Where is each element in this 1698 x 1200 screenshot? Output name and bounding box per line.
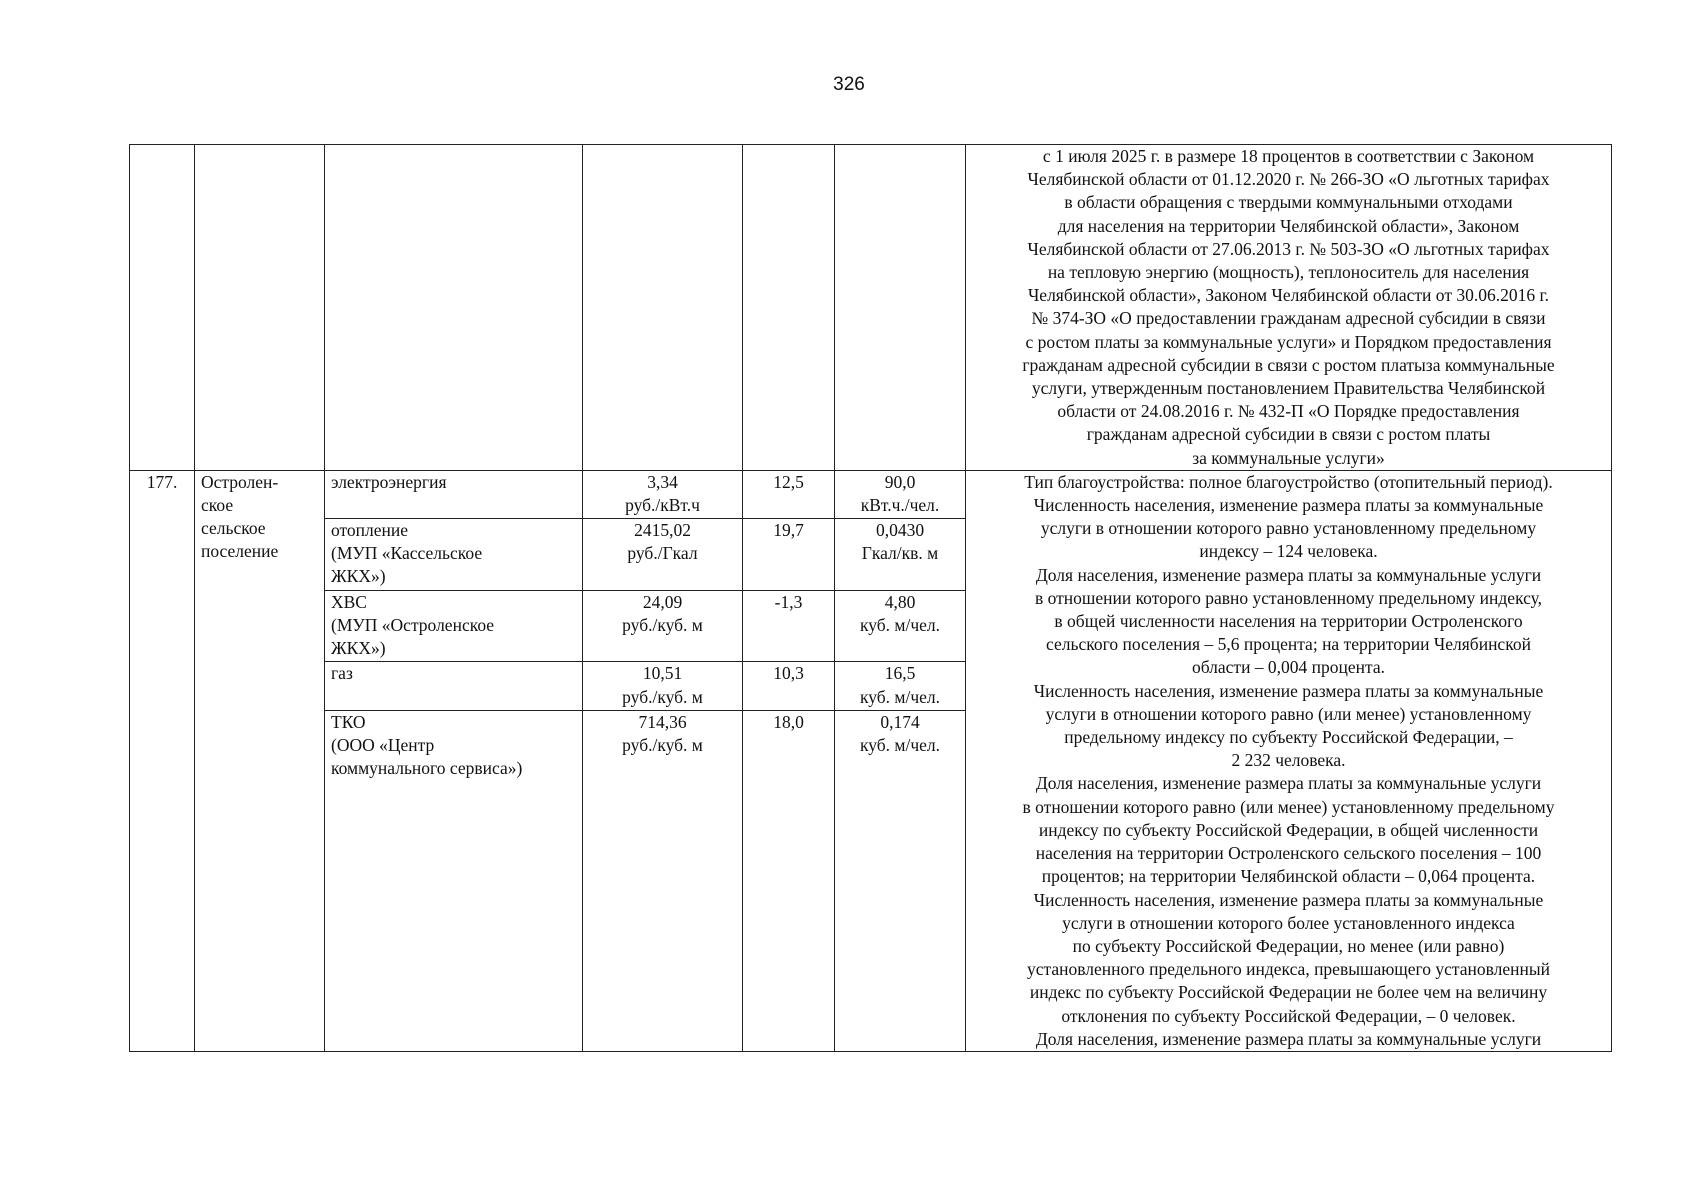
service-change: 12,5 <box>743 470 835 518</box>
service-norm: 0,174 куб. м/чел. <box>835 710 966 781</box>
service-norm: 4,80 куб. м/чел. <box>835 590 966 662</box>
entry-number: 177. <box>130 470 195 1051</box>
page-number: 326 <box>833 74 865 95</box>
tariff-table <box>129 144 1612 1052</box>
service-change: 10,3 <box>743 662 835 710</box>
continuation-row <box>130 145 1612 471</box>
empty-cell <box>743 781 835 1051</box>
service-tariff: 3,34 руб./кВт.ч <box>583 470 743 518</box>
entry-description: Тип благоустройства: полное благоустройство (отопительный период). Численность населения, изменение размера платы за коммунальные услуги в отношении которого равно установленному предельному индексу – 124 человека. Доля населения, изменение размера платы за коммунальные услуги в отношении которого равно установленному предельному индексу, в общей численности населения на территории Остроленского сельского поселения – 5,6 процента; на территории Челябинской области – 0,004 процента. Численность населения, изменение размера платы за коммунальные услуги в отношении которого равно (или менее) установленному предельному индексу по субъекту Российской Федерации, – 2 232 человека. Доля населения, изменение размера платы за коммунальные услуги в отношении которого равно (или менее) установленному предельному индексу по субъекту Российской Федерации, в общей численности населения на территории Остроленского сельского поселения – 100 процентов; на территории Челябинской области – 0,064 процента. Численность населения, изменение размера платы за коммунальные услуги в отношении которого более установленного индекса по субъекту Российской Федерации, но менее (или равно) установленного предельного индекса, превышающего установленный индекс по субъекту Российской Федерации не более чем на величину отклонения по субъекту Российской Федерации, – 0 человек. Доля населения, изменение размера платы за коммунальные услуги <box>966 470 1612 1051</box>
empty-cell <box>583 145 743 471</box>
service-tariff: 714,36 руб./куб. м <box>583 710 743 781</box>
service-tariff: 2415,02 руб./Гкал <box>583 519 743 591</box>
service-name: газ <box>325 662 583 710</box>
service-name: электроэнергия <box>325 470 583 518</box>
empty-cell <box>130 145 195 471</box>
service-name: ХВС (МУП «Остроленское ЖКХ») <box>325 590 583 662</box>
continuation-description: с 1 июля 2025 г. в размере 18 процентов в соответствии с Законом Челябинской области от 01.12.2020 г. № 266-ЗО «О льготных тарифах в области обращения с твердыми коммунальными отходами для населения на территории Челябинской области», Законом Челябинской области от 27.06.2013 г. № 503-ЗО «О льготных тарифах на тепловую энергию (мощность), теплоноситель для населения Челябинской области», Законом Челябинской области от 30.06.2016 г. № 374-ЗО «О предоставлении гражданам адресной субсидии в связи с ростом платы за коммунальные услуги» и Порядком предоставления гражданам адресной субсидии в связи с ростом платыза коммунальные услуги, утвержденным постановлением Правительства Челябинской области от 24.08.2016 г. № 432-П «О Порядке предоставления гражданам адресной субсидии в связи с ростом платы за коммунальные услуги» <box>966 145 1612 471</box>
service-change: 18,0 <box>743 710 835 781</box>
service-tariff: 10,51 руб./куб. м <box>583 662 743 710</box>
empty-cell <box>835 145 966 471</box>
service-name: ТКО (ООО «Центр коммунального сервиса») <box>325 710 583 781</box>
table-row <box>130 470 1612 518</box>
settlement-name: Остролен- ское сельское поселение <box>195 470 325 1051</box>
empty-cell <box>583 781 743 1051</box>
empty-cell <box>835 781 966 1051</box>
service-change: -1,3 <box>743 590 835 662</box>
empty-cell <box>743 145 835 471</box>
empty-cell <box>325 781 583 1051</box>
service-norm: 90,0 кВт.ч./чел. <box>835 470 966 518</box>
empty-cell <box>195 145 325 471</box>
service-norm: 16,5 куб. м/чел. <box>835 662 966 710</box>
empty-cell <box>325 145 583 471</box>
service-name: отопление (МУП «Кассельское ЖКХ») <box>325 519 583 591</box>
service-tariff: 24,09 руб./куб. м <box>583 590 743 662</box>
service-norm: 0,0430 Гкал/кв. м <box>835 519 966 591</box>
service-change: 19,7 <box>743 519 835 591</box>
